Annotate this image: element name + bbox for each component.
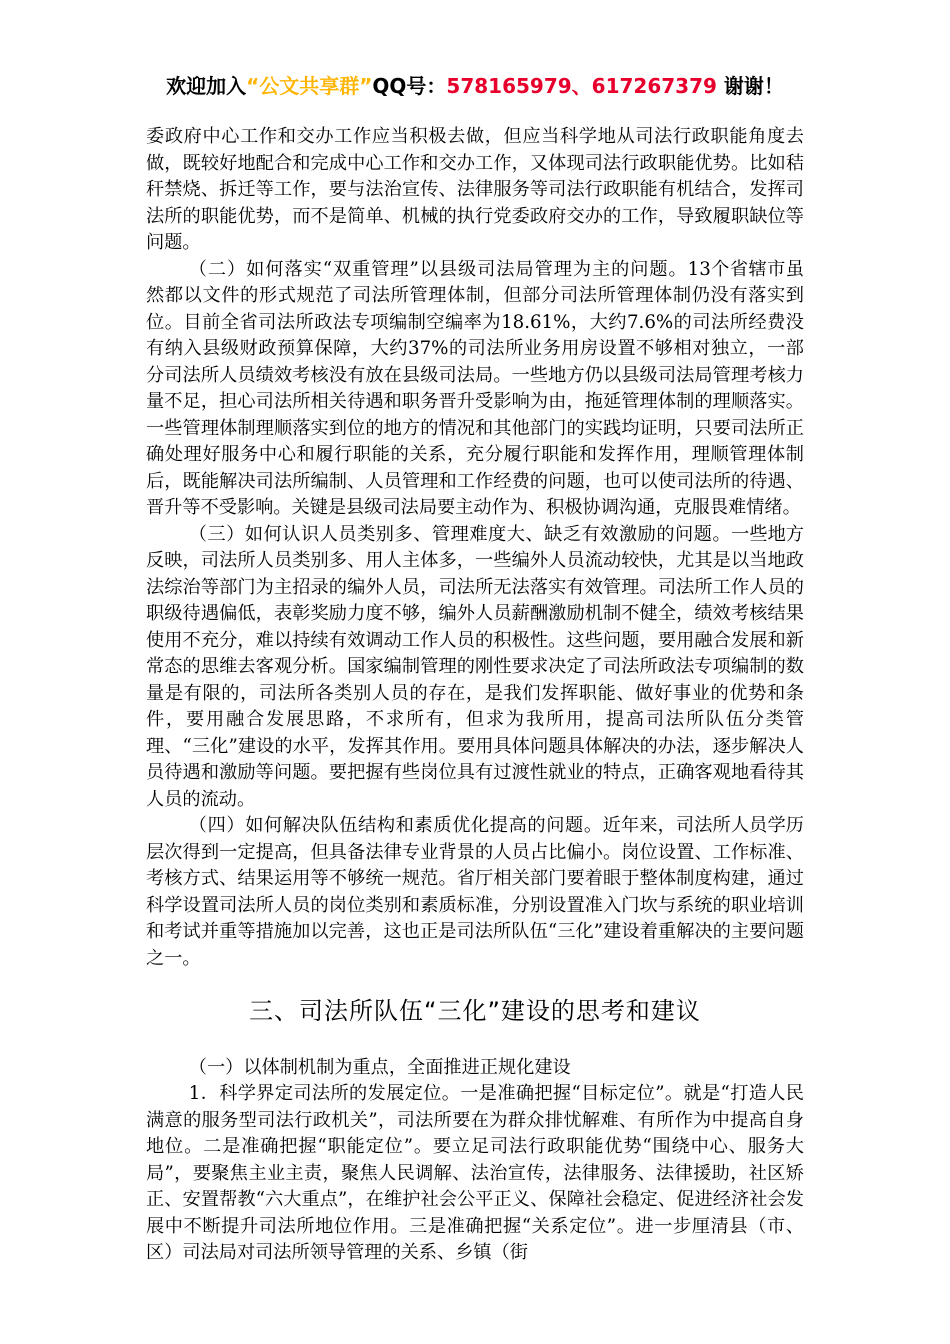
subsection-heading-1: （一）以体制机制为重点，全面推进正规化建设 bbox=[188, 1056, 571, 1078]
paragraph-text-2: 13个省辖市虽然都以文件的形式规范了司法所管理体制，但部分司法所管理体制仍没有落实到位。目前全省司法所政法专项编制空编率为18.61%，大约7.6%的司法所经费没有纳入县级财政预算保障，大约37%的司法所业务用房设置不够相对独立，一部分司法所人员绩效考核没有放在县级司法局。一些地方仍以县级司法局管理考核力量不足，担心司法所相关待遇和职务晋升受影响为由，拖延管理体制的理顺落实。一些管理体制理顺落实到位的地方的情况和其他部门的实践均证明，只要司法所正确处理好服务中心和履行职能的关系，充分履行职能和发挥作用，理顺管理体制后，既能解决司法所编制、人员管理和工作经费的问题，也可以使司法所的待遇、晋升等不受影响。关键是县级司法局要主动作为、积极协调沟通，克服畏难情绪。 bbox=[146, 258, 804, 518]
paragraph-section-4 bbox=[146, 813, 804, 972]
paragraph-section-2 bbox=[146, 257, 804, 522]
banner-qq-label: QQ号： bbox=[372, 74, 447, 98]
banner-prefix: 欢迎加入 bbox=[166, 74, 247, 98]
header-banner bbox=[0, 70, 950, 99]
banner-qq-numbers: 578165979、617267379 bbox=[446, 74, 717, 98]
banner-group-name: “公文共享群” bbox=[246, 74, 373, 98]
document-body bbox=[146, 124, 804, 1267]
banner-suffix: 谢谢！ bbox=[716, 74, 784, 98]
subheading-4: （四）如何解决队伍结构和素质优化提高的问题。 bbox=[188, 815, 603, 836]
paragraph-text-4: 近年来，司法所人员学历层次得到一定提高，但具备法律专业背景的人员占比偏小。岗位设置、工作标准、考核方式、结果运用等不够统一规范。省厅相关部门要着眼于整体制度构建，通过科学设置司法所人员的岗位类别和素质标准，分别设置准入门坎与系统的职业培训和考试并重等措施加以完善，这也正是司法所队伍“三化”建设着重解决的主要问题之一。 bbox=[146, 815, 804, 969]
paragraph-item-1: 1．科学界定司法所的发展定位。一是准确把握“目标定位”。就是“打造人民满意的服务型司法行政机关”，司法所要在为群众排忧解难、有所作为中提高自身地位。二是准确把握“职能定位”。要立足司法行政职能优势“围绕中心、服务大局”，要聚焦主业主责，聚焦人民调解、法治宣传，法律服务、法律援助，社区矫正、安置帮教“六大重点”，在维护社会公平正义、保障社会稳定、促进经济社会发展中不断提升司法所地位作用。三是准确把握“关系定位”。进一步厘清县（市、区）司法局对司法所领导管理的关系、乡镇（街 bbox=[146, 1083, 804, 1263]
subheading-2: （二）如何落实“双重管理”以县级司法局管理为主的问题。 bbox=[188, 258, 688, 280]
subheading-3: （三）如何认识人员类别多、管理难度大、缺乏有效激励的问题。 bbox=[188, 523, 732, 545]
paragraph-continuation: 委政府中心工作和交办工作应当积极去做，但应当科学地从司法行政职能角度去做，既较好地配合和完成中心工作和交办工作，又体现司法行政职能优势。比如秸秆禁烧、拆迁等工作，要与法治宣传、法律服务等司法行政职能有机结合，发挥司法所的职能优势，而不是简单、机械的执行党委政府交办的工作，导致履职缺位等问题。 bbox=[146, 126, 804, 253]
paragraph-text-3: 一些地方反映，司法所人员类别多、用人主体多，一些编外人员流动较快，尤其是以当地政法综治等部门为主招录的编外人员，司法所无法落实有效管理。司法所工作人员的职级待遇偏低，表彰奖励力度不够，编外人员薪酬激励机制不健全，绩效考核结果使用不充分，难以持续有效调动工作人员的积极性。这些问题，要用融合发展和新常态的思维去客观分析。国家编制管理的刚性要求决定了司法所政法专项编制的数量是有限的，司法所各类别人员的存在，是我们发挥职能、做好事业的优势和条件，要用融合发展思路，不求所有，但求为我所用，提高司法所队伍分类管理、“三化”建设的水平，发挥其作用。要用具体问题具体解决的办法，逐步解决人员待遇和激励等问题。要把握有些岗位具有过渡性就业的特点，正确客观地看待其人员的流动。 bbox=[146, 523, 804, 810]
paragraph-section-3 bbox=[146, 522, 804, 814]
section-heading-3: 三、司法所队伍“三化”建设的思考和建议 bbox=[249, 997, 701, 1025]
